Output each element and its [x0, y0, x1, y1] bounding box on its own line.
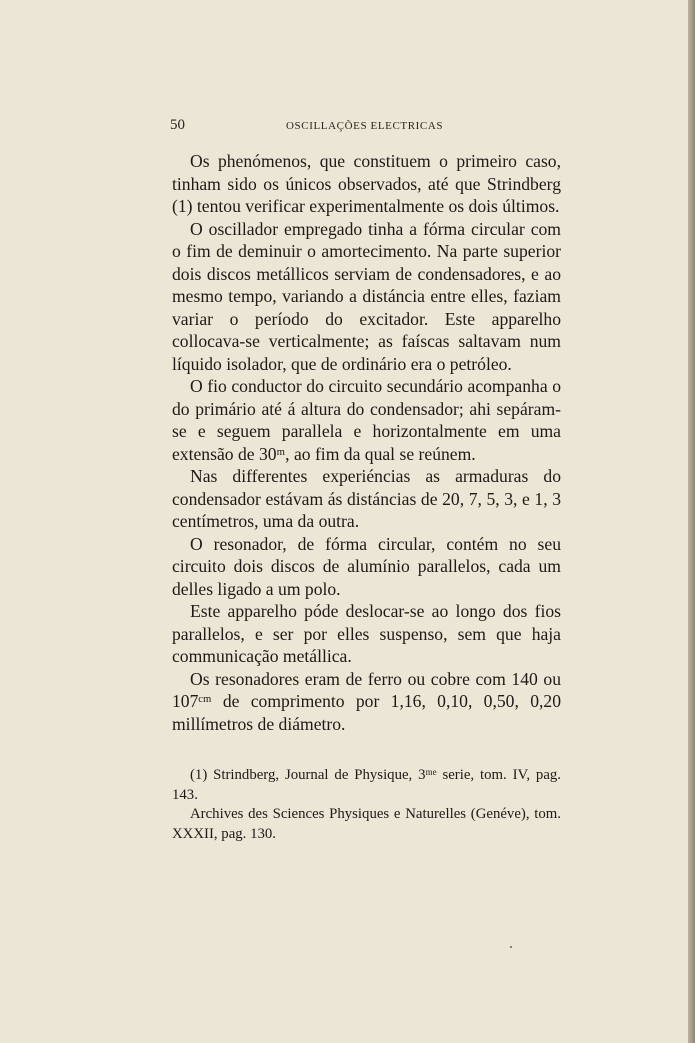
- running-title: OSCILLAÇÕES ELECTRICAS: [286, 120, 444, 132]
- paragraph: Os phenómenos, que constituem o primeiro caso, tinham sido os únicos observados, até que Strindberg (1) tentou verificar experimentalmente os dois últimos.: [172, 151, 561, 216]
- paragraph: Este apparelho póde deslocar-se ao longo dos fios parallelos, e ser por elles suspenso, sem que haja communicação metállica.: [172, 601, 561, 666]
- body-text: [172, 150, 561, 735]
- paragraph: O resonador, de fórma circular, contém no seu circuito dois discos de alumínio parallelos, cada um delles ligado a um polo.: [172, 533, 561, 599]
- footnote: Archives des Sciences Physiques e Naturelles (Genéve), tom. XXXII, pag. 130.: [172, 806, 561, 842]
- page-number: 50: [170, 117, 185, 133]
- page-header: [170, 115, 560, 135]
- paragraph: Nas differentes experiéncias as armaduras do condensador estávam ás distáncias de 20, 7, 5, 3, e 1, 3 centímetros, uma da outra.: [172, 466, 561, 531]
- footnote: (1) Strindberg, Journal de Physique, 3ᵐᵉ serie, tom. IV, pag. 143.: [172, 767, 561, 803]
- footnotes: [172, 766, 561, 844]
- paragraph: O fio conductor do circuito secundário acompanha o do primário até á altura do condensador; ahi sepáram-se e seguem parallela e horizontalmente em uma extensão de 30ᵐ, ao fim da qual se reúnem.: [172, 376, 561, 464]
- paragraph: O oscillador empregado tinha a fórma circular com o fim de deminuir o amortecimento. Na parte superior dois discos metállicos serviam de condensadores, e ao mesmo tempo, variando a distáncia entre elles, faziam variar o período do excitador. Este apparelho collocava-se verticalmente; as faíscas saltavam num líquido isolador, que de ordinário era o petróleo.: [172, 218, 561, 374]
- ink-speck: [510, 946, 512, 948]
- page-edge-shadow: [688, 0, 695, 1043]
- paragraph: Os resonadores eram de ferro ou cobre com 140 ou 107ᶜᵐ de comprimento por 1,16, 0,10, 0,50, 0,20 millímetros de diámetro.: [172, 668, 561, 734]
